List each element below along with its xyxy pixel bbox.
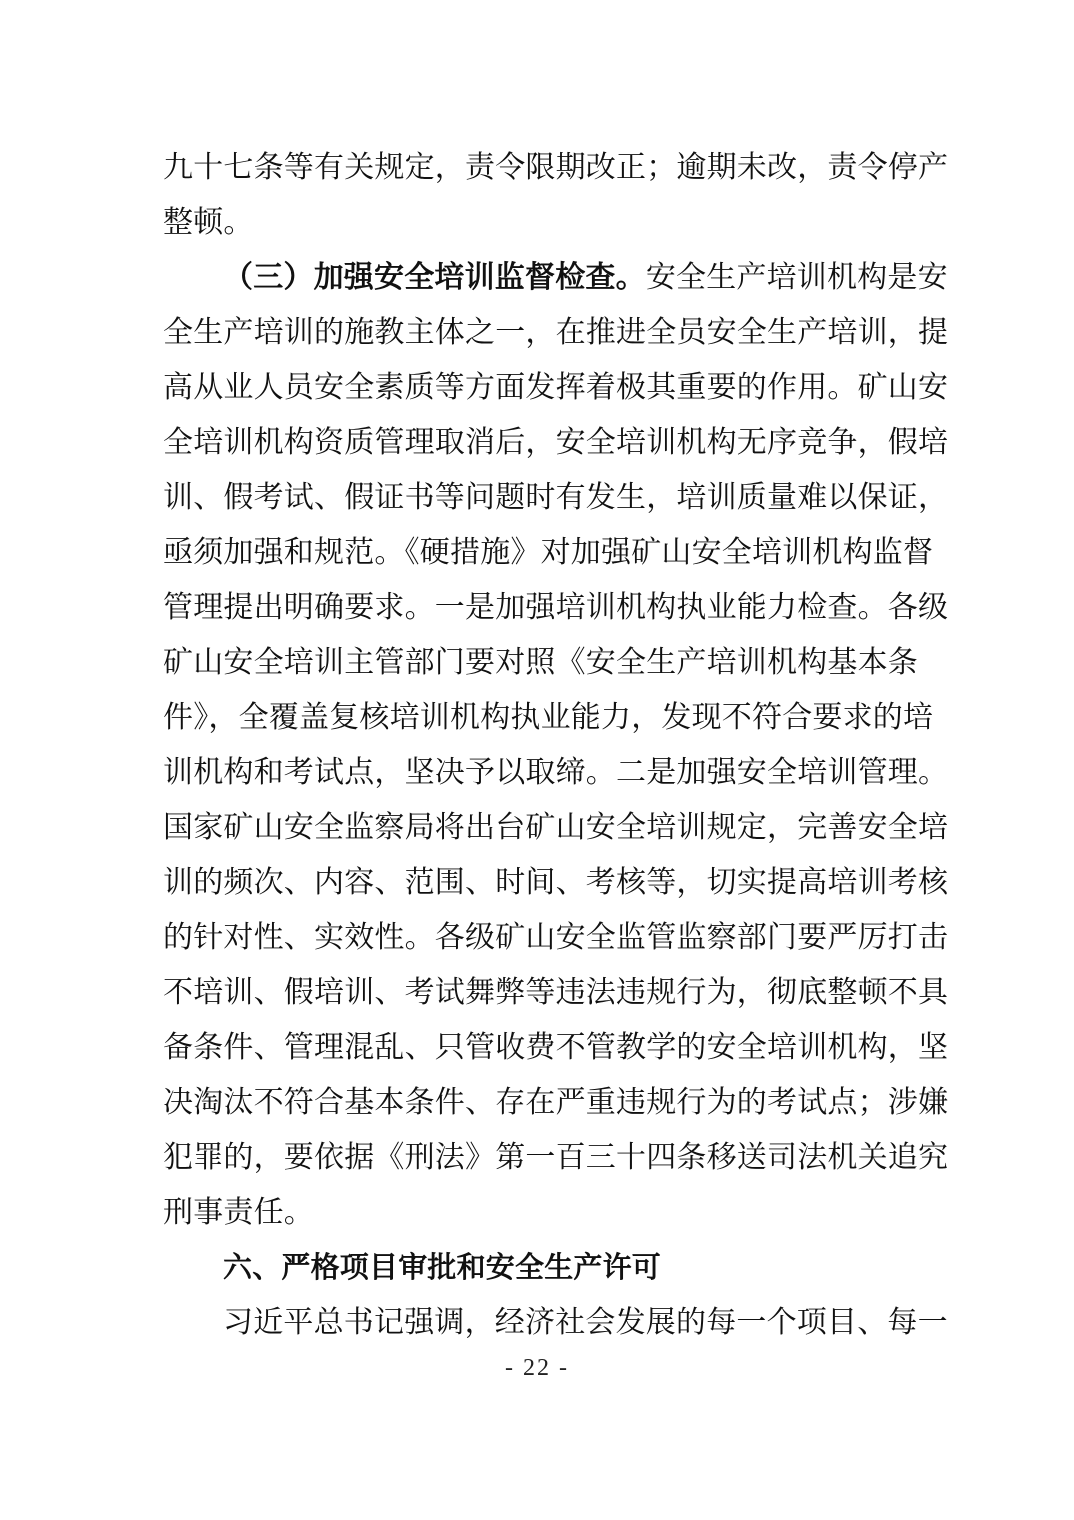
subsection-heading: （三）加强安全培训监督检查。 bbox=[223, 260, 646, 295]
paragraph-line: 不培训、假培训、考试舞弊等违法违规行为，彻底整顿不具 bbox=[163, 975, 949, 1010]
section-heading: 六、严格项目审批和安全生产许可 bbox=[223, 1250, 662, 1284]
paragraph-line: 全培训机构资质管理取消后，安全培训机构无序竞争，假培 bbox=[163, 425, 949, 460]
paragraph-line: 训的频次、内容、范围、时间、考核等，切实提高培训考核 bbox=[163, 865, 949, 900]
paragraph-line: 犯罪的，要依据《刑法》第一百三十四条移送司法机关追究 bbox=[163, 1140, 949, 1175]
paragraph-line: 备条件、管理混乱、只管收费不管教学的安全培训机构，坚 bbox=[163, 1030, 949, 1065]
paragraph-line: 国家矿山安全监察局将出台矿山安全培训规定，完善安全培 bbox=[163, 810, 949, 845]
paragraph-line: 九十七条等有关规定，责令限期改正；逾期未改，责令停产 bbox=[163, 150, 949, 185]
paragraph-line: 决淘汰不符合基本条件、存在严重违规行为的考试点；涉嫌 bbox=[163, 1085, 949, 1120]
paragraph-line: 刑事责任。 bbox=[163, 1195, 314, 1230]
subsection-line bbox=[163, 250, 948, 305]
page-number: - 22 - bbox=[505, 1355, 569, 1381]
paragraph-text: 安全生产培训机构是安 bbox=[645, 260, 948, 295]
paragraph-line: 矿山安全培训主管部门要对照《安全生产培训机构基本条 bbox=[163, 645, 918, 680]
paragraph-line: 全生产培训的施教主体之一，在推进全员安全生产培训，提 bbox=[163, 315, 949, 350]
paragraph-line: 亟须加强和规范。《硬措施》对加强矿山安全培训机构监督 bbox=[163, 535, 934, 570]
paragraph-line: 训机构和考试点，坚决予以取缔。二是加强安全培训管理。 bbox=[163, 755, 949, 790]
body-text bbox=[163, 140, 949, 1350]
paragraph-line: 高从业人员安全素质等方面发挥着极其重要的作用。矿山安 bbox=[163, 370, 949, 405]
paragraph-line: 整顿。 bbox=[163, 205, 254, 240]
paragraph-line: 的针对性、实效性。各级矿山安全监管监察部门要严厉打击 bbox=[163, 920, 949, 955]
paragraph-line: 件》，全覆盖复核培训机构执业能力，发现不符合要求的培 bbox=[163, 700, 934, 735]
paragraph-line: 习近平总书记强调，经济社会发展的每一个项目、每一 bbox=[223, 1305, 948, 1340]
paragraph-line: 管理提出明确要求。一是加强培训机构执业能力检查。各级 bbox=[163, 590, 949, 625]
paragraph-line: 训、假考试、假证书等问题时有发生，培训质量难以保证， bbox=[163, 480, 949, 515]
